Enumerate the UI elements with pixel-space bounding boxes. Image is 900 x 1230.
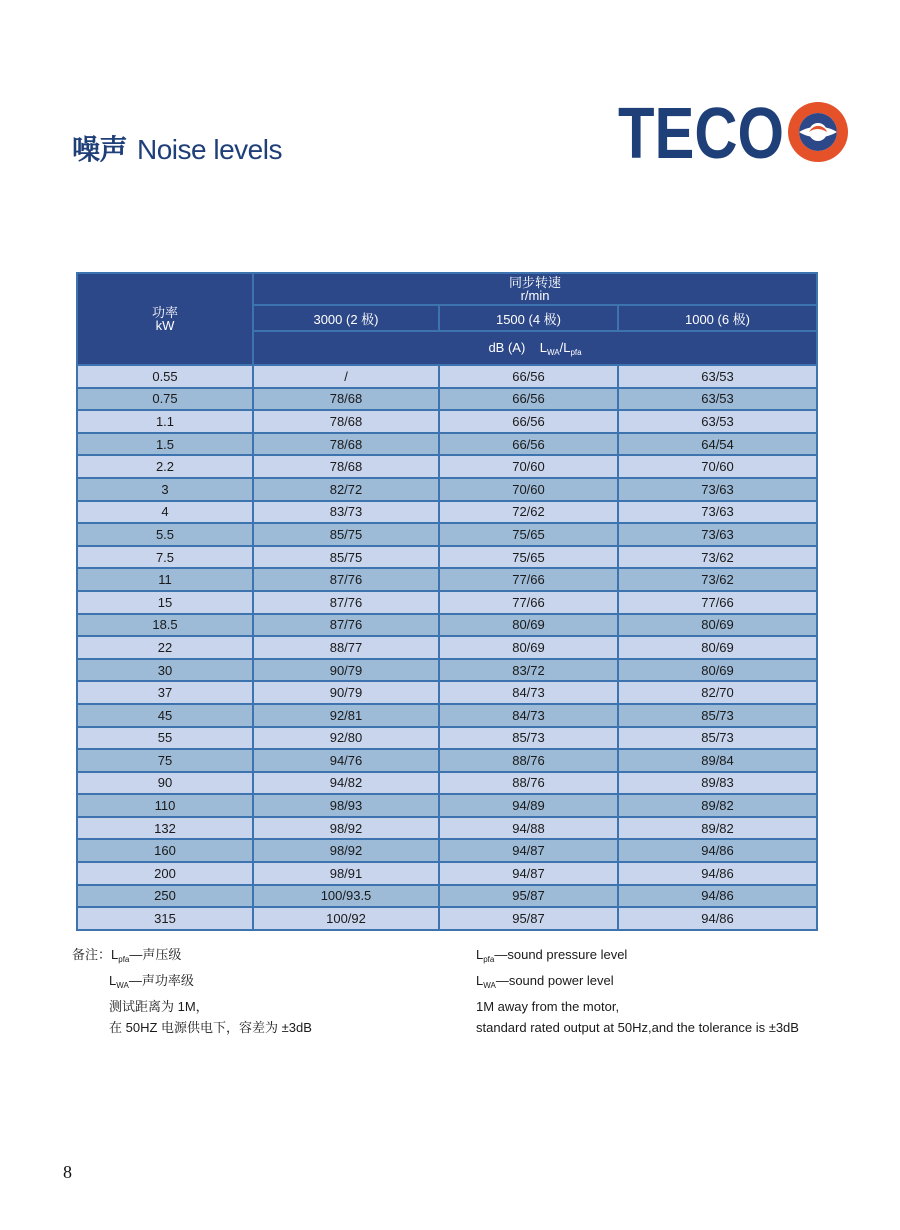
cell-3000: 78/68	[253, 410, 439, 433]
unit-l1-sub: WA	[546, 347, 560, 357]
cell-3000: 83/73	[253, 501, 439, 524]
notes-cn-text2: —声功率级	[128, 973, 194, 988]
notes-en-line4: standard rated output at 50Hz,and the tolerance is ±3dB	[476, 1020, 799, 1035]
cell-1500: 66/56	[439, 365, 618, 388]
table-row	[77, 839, 817, 862]
speed-label-cn: 同步转速	[509, 275, 562, 290]
cell-3000: 90/79	[253, 681, 439, 704]
cell-3000: 78/68	[253, 455, 439, 478]
cell-3000: 94/76	[253, 749, 439, 772]
unit-row	[253, 331, 817, 365]
cell-power: 18.5	[77, 614, 253, 637]
cell-3000: 98/91	[253, 862, 439, 885]
table-row	[77, 365, 817, 388]
cell-1000: 77/66	[618, 591, 817, 614]
power-label-unit: kW	[155, 318, 175, 333]
cell-power: 55	[77, 727, 253, 750]
cell-1000: 73/63	[618, 501, 817, 524]
cell-1000: 63/53	[618, 365, 817, 388]
noise-levels-table	[76, 272, 818, 931]
cell-power: 75	[77, 749, 253, 772]
cell-1500: 95/87	[439, 885, 618, 908]
cell-1500: 84/73	[439, 704, 618, 727]
cell-power: 3	[77, 478, 253, 501]
table-row	[77, 410, 817, 433]
cell-1500: 94/87	[439, 862, 618, 885]
table-row	[77, 433, 817, 456]
table-row	[77, 523, 817, 546]
cell-power: 30	[77, 659, 253, 682]
cell-1500: 72/62	[439, 501, 618, 524]
table-row	[77, 885, 817, 908]
page-number: 8	[63, 1162, 72, 1182]
cell-1500: 77/66	[439, 591, 618, 614]
cell-power: 1.1	[77, 410, 253, 433]
cell-power: 11	[77, 568, 253, 591]
cell-power: 110	[77, 794, 253, 817]
noise-table-wrapper	[76, 272, 816, 931]
speed-col-1000: 1000 (6 极)	[618, 305, 817, 331]
table-row	[77, 501, 817, 524]
cell-3000: 87/76	[253, 614, 439, 637]
cell-1000: 70/60	[618, 455, 817, 478]
cell-1000: 73/63	[618, 523, 817, 546]
table-row	[77, 749, 817, 772]
power-label-cn: 功率	[151, 305, 178, 320]
cell-1000: 64/54	[618, 433, 817, 456]
table-row	[77, 546, 817, 569]
table-row	[77, 388, 817, 411]
cell-3000: 85/75	[253, 546, 439, 569]
notes-cn-l1: L	[111, 947, 119, 962]
cell-power: 2.2	[77, 455, 253, 478]
unit-db: dB (A)	[488, 339, 526, 355]
noise-table-body	[77, 365, 817, 930]
cell-power: 315	[77, 907, 253, 930]
cell-power: 0.55	[77, 365, 253, 388]
cell-power: 22	[77, 636, 253, 659]
cell-1500: 83/72	[439, 659, 618, 682]
unit-l2: L	[563, 339, 571, 355]
cell-3000: 90/79	[253, 659, 439, 682]
cell-1500: 66/56	[439, 388, 618, 411]
cell-1500: 94/89	[439, 794, 618, 817]
notes-en-sub1: pfa	[483, 955, 495, 964]
cell-1500: 88/76	[439, 772, 618, 795]
cell-1000: 85/73	[618, 727, 817, 750]
speed-col-1500: 1500 (4 极)	[439, 305, 618, 331]
cell-1500: 75/65	[439, 523, 618, 546]
cell-1500: 94/87	[439, 839, 618, 862]
cell-power: 250	[77, 885, 253, 908]
cell-power: 7.5	[77, 546, 253, 569]
teco-logo-emblem	[788, 102, 848, 162]
notes-cn-line3: 测试距离为 1M，	[109, 999, 209, 1014]
cell-3000: 98/92	[253, 839, 439, 862]
cell-1000: 94/86	[618, 862, 817, 885]
cell-power: 45	[77, 704, 253, 727]
table-row	[77, 681, 817, 704]
cell-1500: 77/66	[439, 568, 618, 591]
cell-1000: 63/53	[618, 388, 817, 411]
cell-1500: 66/56	[439, 433, 618, 456]
cell-power: 160	[77, 839, 253, 862]
cell-1000: 80/69	[618, 614, 817, 637]
cell-3000: /	[253, 365, 439, 388]
notes-chinese	[72, 944, 312, 1038]
notes-cn-prefix: 备注：	[72, 947, 112, 962]
notes-cn-sub2: WA	[116, 981, 129, 990]
notes-en-sub2: WA	[483, 981, 496, 990]
cell-3000: 87/76	[253, 591, 439, 614]
cell-1000: 63/53	[618, 410, 817, 433]
cell-1000: 89/83	[618, 772, 817, 795]
cell-3000: 78/68	[253, 433, 439, 456]
cell-3000: 92/80	[253, 727, 439, 750]
cell-3000: 100/93.5	[253, 885, 439, 908]
cell-1000: 82/70	[618, 681, 817, 704]
notes-cn-text1: —声压级	[129, 947, 182, 962]
table-row	[77, 907, 817, 930]
table-row	[77, 727, 817, 750]
cell-power: 90	[77, 772, 253, 795]
notes-cn-line4: 在 50HZ 电源供电下，容差为 ±3dB	[109, 1020, 312, 1035]
cell-power: 0.75	[77, 388, 253, 411]
cell-power: 1.5	[77, 433, 253, 456]
cell-1000: 73/62	[618, 546, 817, 569]
table-row	[77, 478, 817, 501]
cell-1000: 80/69	[618, 659, 817, 682]
cell-power: 4	[77, 501, 253, 524]
cell-1500: 70/60	[439, 478, 618, 501]
cell-3000: 78/68	[253, 388, 439, 411]
table-row	[77, 591, 817, 614]
cell-1000: 89/82	[618, 817, 817, 840]
cell-1500: 80/69	[439, 614, 618, 637]
notes-en-text1: —sound pressure level	[494, 947, 628, 962]
page-title	[72, 128, 282, 168]
cell-3000: 85/75	[253, 523, 439, 546]
cell-1500: 84/73	[439, 681, 618, 704]
table-row	[77, 636, 817, 659]
cell-3000: 88/77	[253, 636, 439, 659]
notes-english	[476, 944, 799, 1038]
cell-power: 15	[77, 591, 253, 614]
table-row	[77, 455, 817, 478]
unit-l1: L	[539, 339, 547, 355]
table-row	[77, 568, 817, 591]
cell-1500: 70/60	[439, 455, 618, 478]
cell-3000: 98/93	[253, 794, 439, 817]
unit-slash: /	[559, 339, 564, 355]
cell-1500: 66/56	[439, 410, 618, 433]
cell-1000: 73/63	[618, 478, 817, 501]
teco-logo-text: TECO	[618, 98, 784, 166]
cell-power: 37	[77, 681, 253, 704]
notes-en-l2: L	[476, 973, 484, 988]
page-title-en: Noise levels	[137, 134, 282, 165]
table-row	[77, 862, 817, 885]
cell-power: 200	[77, 862, 253, 885]
cell-3000: 82/72	[253, 478, 439, 501]
speed-col-3000: 3000 (2 极)	[253, 305, 439, 331]
table-row	[77, 614, 817, 637]
cell-power: 5.5	[77, 523, 253, 546]
cell-3000: 92/81	[253, 704, 439, 727]
cell-1500: 75/65	[439, 546, 618, 569]
cell-1500: 95/87	[439, 907, 618, 930]
cell-1000: 80/69	[618, 636, 817, 659]
table-row	[77, 772, 817, 795]
cell-1000: 94/86	[618, 839, 817, 862]
cell-1500: 94/88	[439, 817, 618, 840]
cell-1000: 89/84	[618, 749, 817, 772]
teco-logo	[618, 98, 858, 166]
speed-label-unit: r/min	[520, 288, 550, 303]
page-title-cn: 噪声	[72, 134, 128, 165]
notes-cn-sub1: pfa	[118, 955, 130, 964]
cell-3000: 98/92	[253, 817, 439, 840]
cell-1000: 85/73	[618, 704, 817, 727]
cell-power: 132	[77, 817, 253, 840]
cell-1000: 89/82	[618, 794, 817, 817]
table-row	[77, 817, 817, 840]
notes-en-text2: —sound power level	[495, 973, 614, 988]
teco-logo-graphic	[618, 98, 858, 166]
cell-3000: 87/76	[253, 568, 439, 591]
notes-en-l1: L	[476, 947, 484, 962]
table-row	[77, 659, 817, 682]
notes-cn-l2: L	[109, 973, 117, 988]
power-column-header	[77, 273, 253, 365]
cell-1500: 85/73	[439, 727, 618, 750]
cell-1500: 80/69	[439, 636, 618, 659]
notes-en-line3: 1M away from the motor,	[476, 999, 620, 1014]
cell-1000: 94/86	[618, 907, 817, 930]
cell-1000: 94/86	[618, 885, 817, 908]
cell-3000: 100/92	[253, 907, 439, 930]
speed-header	[253, 273, 817, 305]
table-row	[77, 704, 817, 727]
cell-3000: 94/82	[253, 772, 439, 795]
unit-l2-sub: pfa	[570, 347, 582, 357]
cell-1500: 88/76	[439, 749, 618, 772]
table-row	[77, 794, 817, 817]
cell-1000: 73/62	[618, 568, 817, 591]
